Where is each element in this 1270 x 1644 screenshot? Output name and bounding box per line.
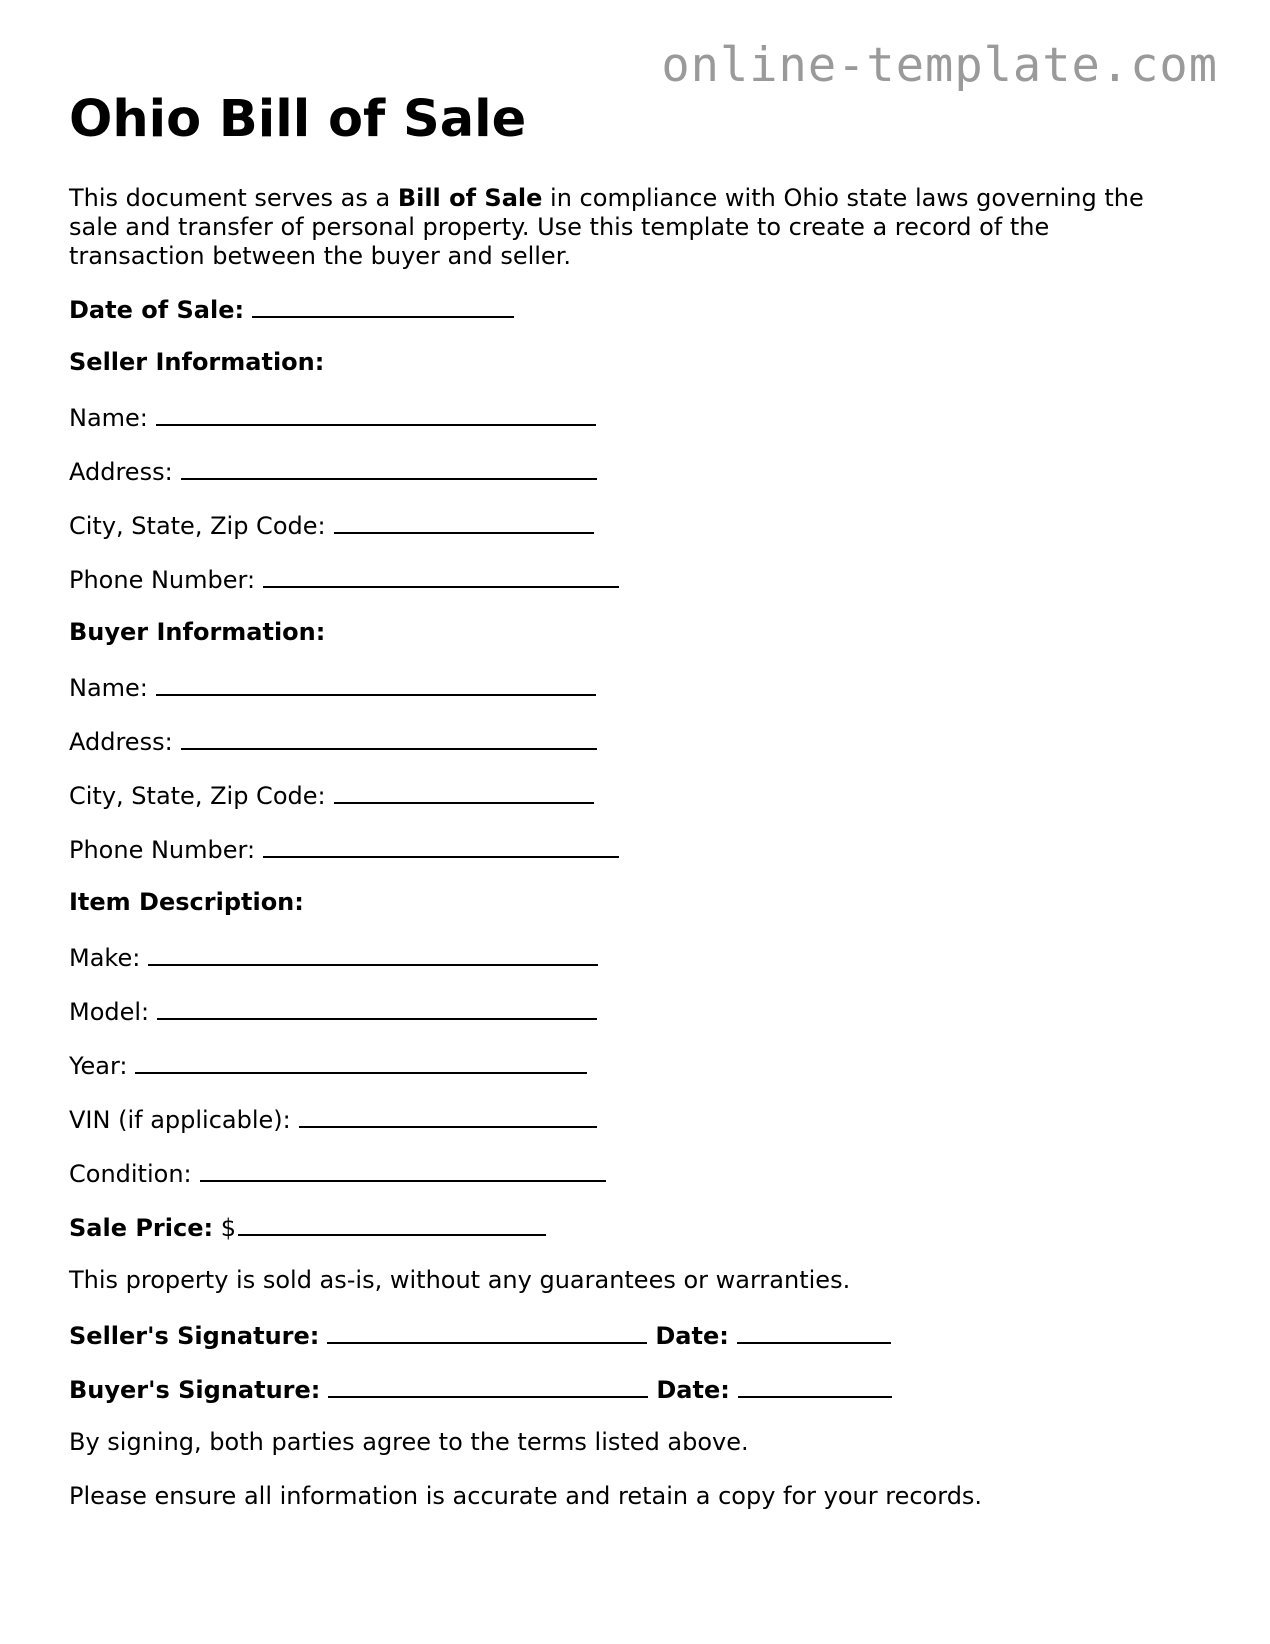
buyer-signature-label: Buyer's Signature: — [69, 1376, 321, 1404]
date-of-sale-label: Date of Sale: — [69, 296, 245, 324]
document-body — [69, 86, 1209, 1511]
item-heading: Item Description: — [69, 888, 304, 916]
intro-paragraph — [69, 184, 1189, 271]
item-vin-field[interactable] — [299, 1104, 597, 1128]
seller-signature-row — [69, 1320, 1209, 1349]
buyer-name-field[interactable] — [156, 672, 596, 696]
sale-price-field[interactable] — [238, 1212, 546, 1236]
as-is-statement: This property is sold as-is, without any guarantees or warranties. — [69, 1266, 851, 1294]
buyer-signature-row — [69, 1374, 1209, 1403]
closing-statement: Please ensure all information is accurate and retain a copy for your records. — [69, 1482, 983, 1510]
page-title: Ohio Bill of Sale — [69, 90, 527, 149]
seller-phone-row — [69, 564, 1209, 593]
buyer-date-label: Date: — [656, 1376, 730, 1404]
sale-price-row — [69, 1212, 1209, 1241]
date-of-sale-field[interactable] — [252, 294, 514, 318]
buyer-address-row — [69, 726, 1209, 755]
buyer-name-label: Name: — [69, 674, 148, 702]
seller-city-label: City, State, Zip Code: — [69, 512, 326, 540]
item-year-row — [69, 1050, 1209, 1079]
item-vin-label: VIN (if applicable): — [69, 1106, 291, 1134]
seller-signature-field[interactable] — [327, 1320, 647, 1344]
buyer-address-field[interactable] — [181, 726, 597, 750]
item-year-field[interactable] — [135, 1050, 587, 1074]
seller-name-field[interactable] — [156, 402, 596, 426]
intro-bold-term: Bill of Sale — [397, 184, 543, 212]
item-model-row — [69, 996, 1209, 1025]
buyer-name-row — [69, 672, 1209, 701]
seller-date-label: Date: — [655, 1322, 729, 1350]
intro-text-after: in compliance with Ohio state laws governing the sale and transfer of personal property. Use this template to create a record of the transaction between the buyer and seller. — [69, 184, 1144, 270]
item-condition-label: Condition: — [69, 1160, 192, 1188]
seller-name-label: Name: — [69, 404, 148, 432]
item-year-label: Year: — [69, 1052, 128, 1080]
date-of-sale-row — [69, 294, 1209, 323]
buyer-city-field[interactable] — [334, 780, 594, 804]
buyer-date-field[interactable] — [738, 1374, 892, 1398]
currency-symbol: $ — [220, 1214, 237, 1242]
sale-price-label: Sale Price: — [69, 1214, 214, 1242]
buyer-phone-row — [69, 834, 1209, 863]
seller-city-field[interactable] — [334, 510, 594, 534]
seller-address-field[interactable] — [181, 456, 597, 480]
item-condition-row — [69, 1158, 1209, 1187]
item-make-label: Make: — [69, 944, 141, 972]
item-model-label: Model: — [69, 998, 150, 1026]
watermark: online-template.com — [661, 38, 1218, 93]
item-condition-field[interactable] — [200, 1158, 606, 1182]
seller-address-label: Address: — [69, 458, 173, 486]
buyer-signature-field[interactable] — [328, 1374, 648, 1398]
item-vin-row — [69, 1104, 1209, 1133]
buyer-phone-field[interactable] — [263, 834, 619, 858]
seller-date-field[interactable] — [737, 1320, 891, 1344]
seller-signature-label: Seller's Signature: — [69, 1322, 320, 1350]
intro-text-before: This document serves as a — [69, 184, 398, 212]
seller-heading: Seller Information: — [69, 348, 325, 376]
item-model-field[interactable] — [157, 996, 597, 1020]
seller-name-row — [69, 402, 1209, 431]
seller-city-row — [69, 510, 1209, 539]
buyer-heading: Buyer Information: — [69, 618, 326, 646]
buyer-phone-label: Phone Number: — [69, 836, 256, 864]
buyer-city-label: City, State, Zip Code: — [69, 782, 326, 810]
seller-phone-field[interactable] — [263, 564, 619, 588]
item-make-field[interactable] — [148, 942, 598, 966]
buyer-city-row — [69, 780, 1209, 809]
seller-phone-label: Phone Number: — [69, 566, 256, 594]
seller-address-row — [69, 456, 1209, 485]
buyer-address-label: Address: — [69, 728, 173, 756]
agreement-statement: By signing, both parties agree to the terms listed above. — [69, 1428, 749, 1456]
item-make-row — [69, 942, 1209, 971]
